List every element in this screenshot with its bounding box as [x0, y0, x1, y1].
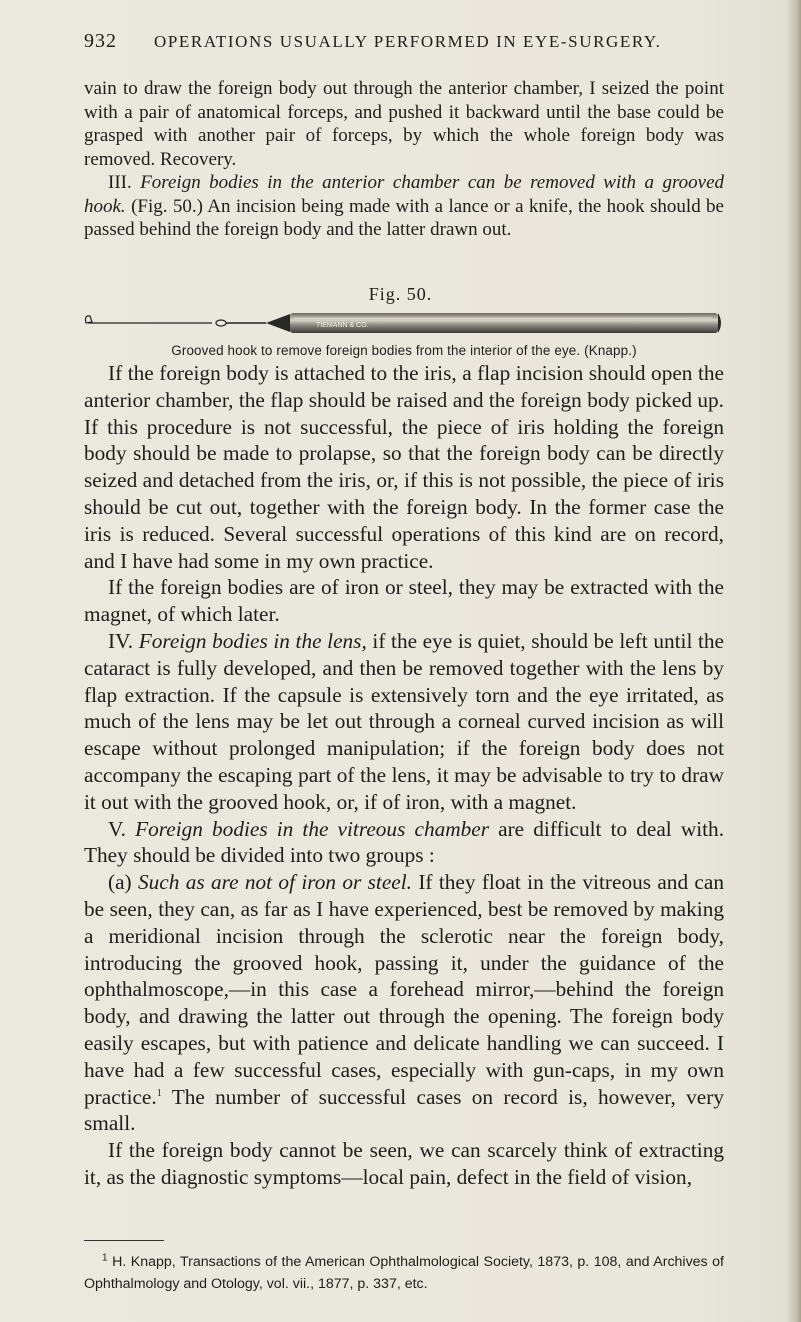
section-iv-number: IV. [108, 628, 134, 653]
section-v-text: are difficult to deal with. They should be divided into two groups : [84, 816, 725, 868]
footnote-ref[interactable]: 1 [156, 1087, 162, 1099]
paragraph-intro: vain to draw the foreign body out through the anterior chamber, I seized the point with a pair of anatomical forceps, and pushed it backward until the base could be grasped with another pair of forceps, by which the whole foreign body was removed. Recovery. [84, 78, 724, 170]
paragraph-a-tail: The number of successful cases on record is, however, very small. [84, 1084, 724, 1136]
grooved-hook-figure [84, 310, 724, 338]
section-iv [84, 628, 724, 816]
section-v-number: V. [108, 816, 126, 841]
paragraph-unseen: If the foreign body cannot be seen, we can scarcely think of extracting it, as the diagnostic symptoms—local pain, defect in the field of vision, [84, 1138, 724, 1189]
paragraph-a-label: (a) [108, 870, 132, 895]
section-v [84, 816, 724, 870]
grooved-hook-illustration [84, 310, 724, 338]
footnote-divider [84, 1240, 164, 1241]
section-v-heading: Foreign bodies in the vitreous chamber [135, 816, 490, 841]
footnote-mark: 1 [102, 1252, 108, 1264]
maker-mark: TIEMANN & CO. [316, 322, 369, 329]
section-iii [84, 171, 724, 242]
section-iii-number: III. [108, 172, 132, 193]
paragraph-iris: If the foreign body is attached to the iris, a flap incision should open the anterior chamber, the flap should be raised and the foreign body picked up. If this procedure is not successful, the piece of iris holding the foreign body should be made to prolapse, so that the foreign body can be directly seized and detached from the iris, or, if this is not possible, the piece of iris should be cut out, together with the foreign body. In the former case the iris is reduced. Several successful operations of this kind are on record, and I have had some in my own practice. [84, 361, 724, 573]
running-header [84, 30, 724, 53]
paragraph-a-text: If they float in the vitreous and can be seen, they can, as far as I have experienced, best be removed by making a meridional incision through the sclerotic near the foreign body, introducing the grooved hook, passing it, under the guidance of the ophthalmoscope,—in this case a forehead mirror,—behind the foreign body, and drawing the latter out through the opening. The foreign body easily escapes, but with patience and delicate handling we can succeed. I have had a few successful cases, especially with gun-caps, in my own practice. [84, 870, 724, 1109]
section-iii-heading: Foreign bodies in the anterior chamber can be removed with a grooved hook. [84, 172, 724, 217]
hook-tip-icon [86, 316, 93, 323]
top-text-block [84, 77, 724, 242]
paragraph-magnet: If the foreign bodies are of iron or steel, they may be extracted with the magnet, of which later. [84, 575, 724, 627]
page-edge-shadow [787, 0, 801, 1322]
paragraph-a-heading: Such as are not of iron or steel. [137, 870, 412, 895]
figure-label: Fig. 50. [368, 284, 433, 304]
figure-caption: Grooved hook to remove foreign bodies from the interior of the eye. (Knapp.) [171, 343, 637, 358]
footnote [84, 1251, 724, 1295]
page-number: 932 [84, 30, 117, 52]
main-text-block [84, 360, 724, 1191]
section-iii-text: (Fig. 50.) An incision being made with a lance or a knife, the hook should be passed behind the foreign body and the latter drawn out. [84, 195, 724, 240]
paragraph-a [84, 869, 724, 1137]
footnote-text: H. Knapp, Transactions of the American Ophthalmological Society, 1873, p. 108, and Archives of Ophthalmology and Otology, vol. vii., 1877, p. 337, etc. [84, 1254, 724, 1292]
running-title: OPERATIONS USUALLY PERFORMED IN EYE-SURGERY. [154, 32, 662, 51]
section-iv-heading: Foreign bodies in the lens, [138, 628, 367, 653]
section-iv-text: if the eye is quiet, should be left until the cataract is fully developed, and then be removed together with the lens by flap extraction. If the capsule is extensively torn and the eye irritated, as much of the lens may be let out through a corneal curved incision as will escape without prolonged manipulation; if the foreign body does not accompany the escaping part of the lens, it may be advisable to try to draw it out with the grooved hook, or, if of iron, with a magnet. [84, 628, 725, 814]
